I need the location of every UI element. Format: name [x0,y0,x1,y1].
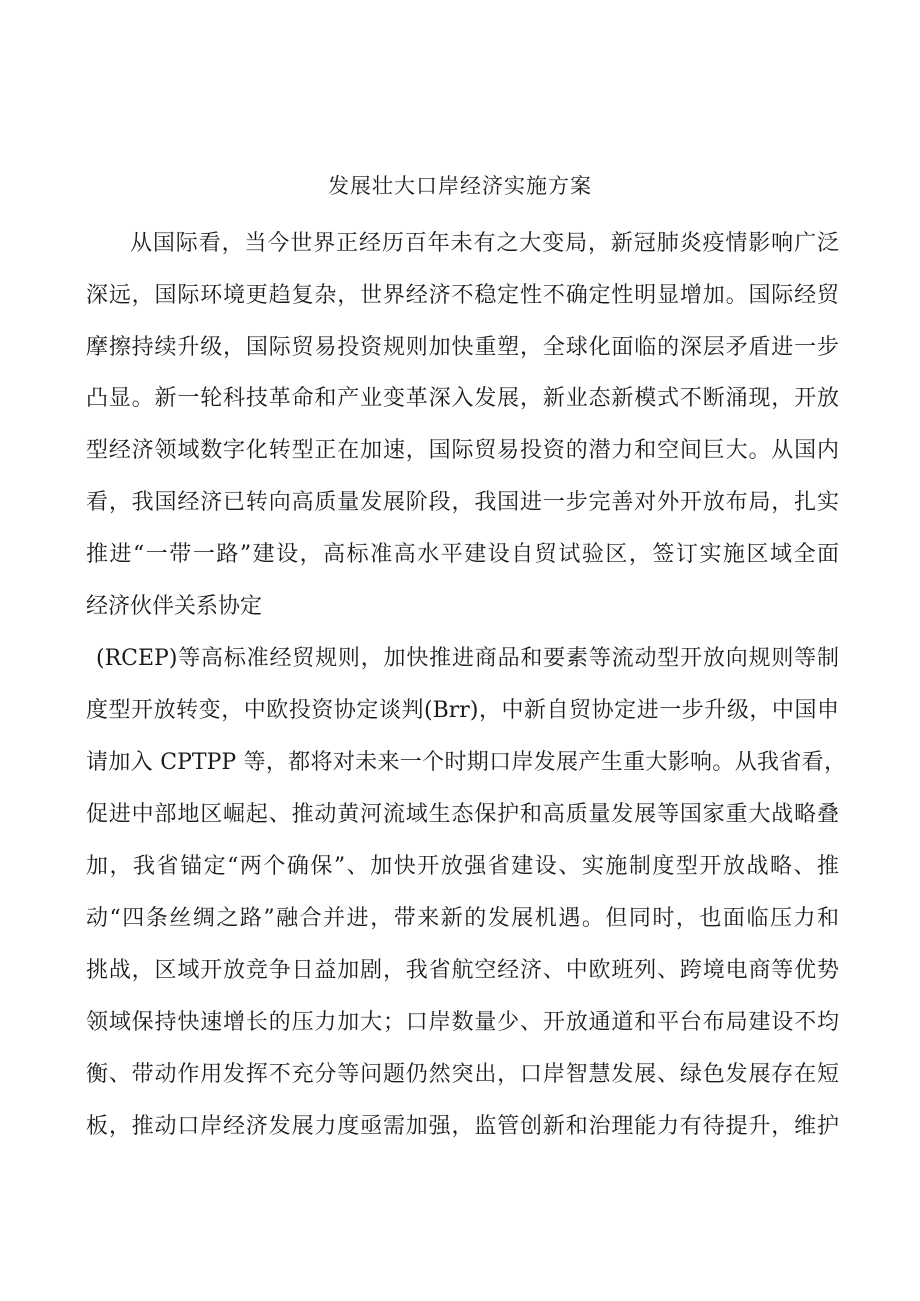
paragraph-line: 摩擦持续升级，国际贸易投资规则加快重塑，全球化面临的深层矛盾进一步 [86,335,839,360]
paragraph-line: 深远，国际环境更趋复杂，世界经济不稳定性不确定性明显增加。国际经贸 [86,283,839,308]
paragraph-line: 挑战，区域开放竞争日益加剧，我省航空经济、中欧班列、跨境电商等优势 [86,958,839,983]
paragraph-line: 衡、带动作用发挥不充分等问题仍然突出，口岸智慧发展、绿色发展存在短 [86,1062,839,1087]
paragraph-line: 板，推动口岸经济发展力度亟需加强，监管创新和治理能力有待提升，维护 [86,1114,839,1139]
page-title: 发展壮大口岸经济实施方案 [328,174,592,198]
paragraph-line: 看，我国经济已转向高质量发展阶段，我国进一步完善对外开放布局，扎实 [86,490,839,515]
paragraph-line: 加，我省锚定“两个确保”、加快开放强省建设、实施制度型开放战略、推 [86,854,839,879]
paragraph-line: 凸显。新一轮科技革命和产业变革深入发展，新业态新模式不断涌现，开放 [86,386,839,411]
paragraph-line: 经济伙伴关系协定 [86,594,263,619]
paragraph-line: 促进中部地区崛起、推动黄河流域生态保护和高质量发展等国家重大战略叠 [86,802,839,827]
paragraph-line: (RCEP)等高标准经贸规则，加快推进商品和要素等流动型开放向规则等制 [96,646,839,671]
paragraph-line: 型经济领域数字化转型正在加速，国际贸易投资的潜力和空间巨大。从国内 [86,438,839,463]
paragraph-line: 从国际看，当今世界正经历百年未有之大变局，新冠肺炎疫情影响广泛 [130,231,839,256]
paragraph-line: 动“四条丝绸之路”融合并进，带来新的发展机遇。但同时，也面临压力和 [86,906,839,931]
paragraph-line: 请加入 CPTPP 等，都将对未来一个时期口岸发展产生重大影响。从我省看， [86,750,846,775]
paragraph-line: 推进“一带一路”建设，高标准高水平建设自贸试验区，签订实施区域全面 [86,542,839,567]
paragraph-line: 度型开放转变，中欧投资协定谈判(Brr)，中新自贸协定进一步升级，中国申 [86,698,839,723]
paragraph-line: 领域保持快速增长的压力加大；口岸数量少、开放通道和平台布局建设不均 [86,1010,839,1035]
